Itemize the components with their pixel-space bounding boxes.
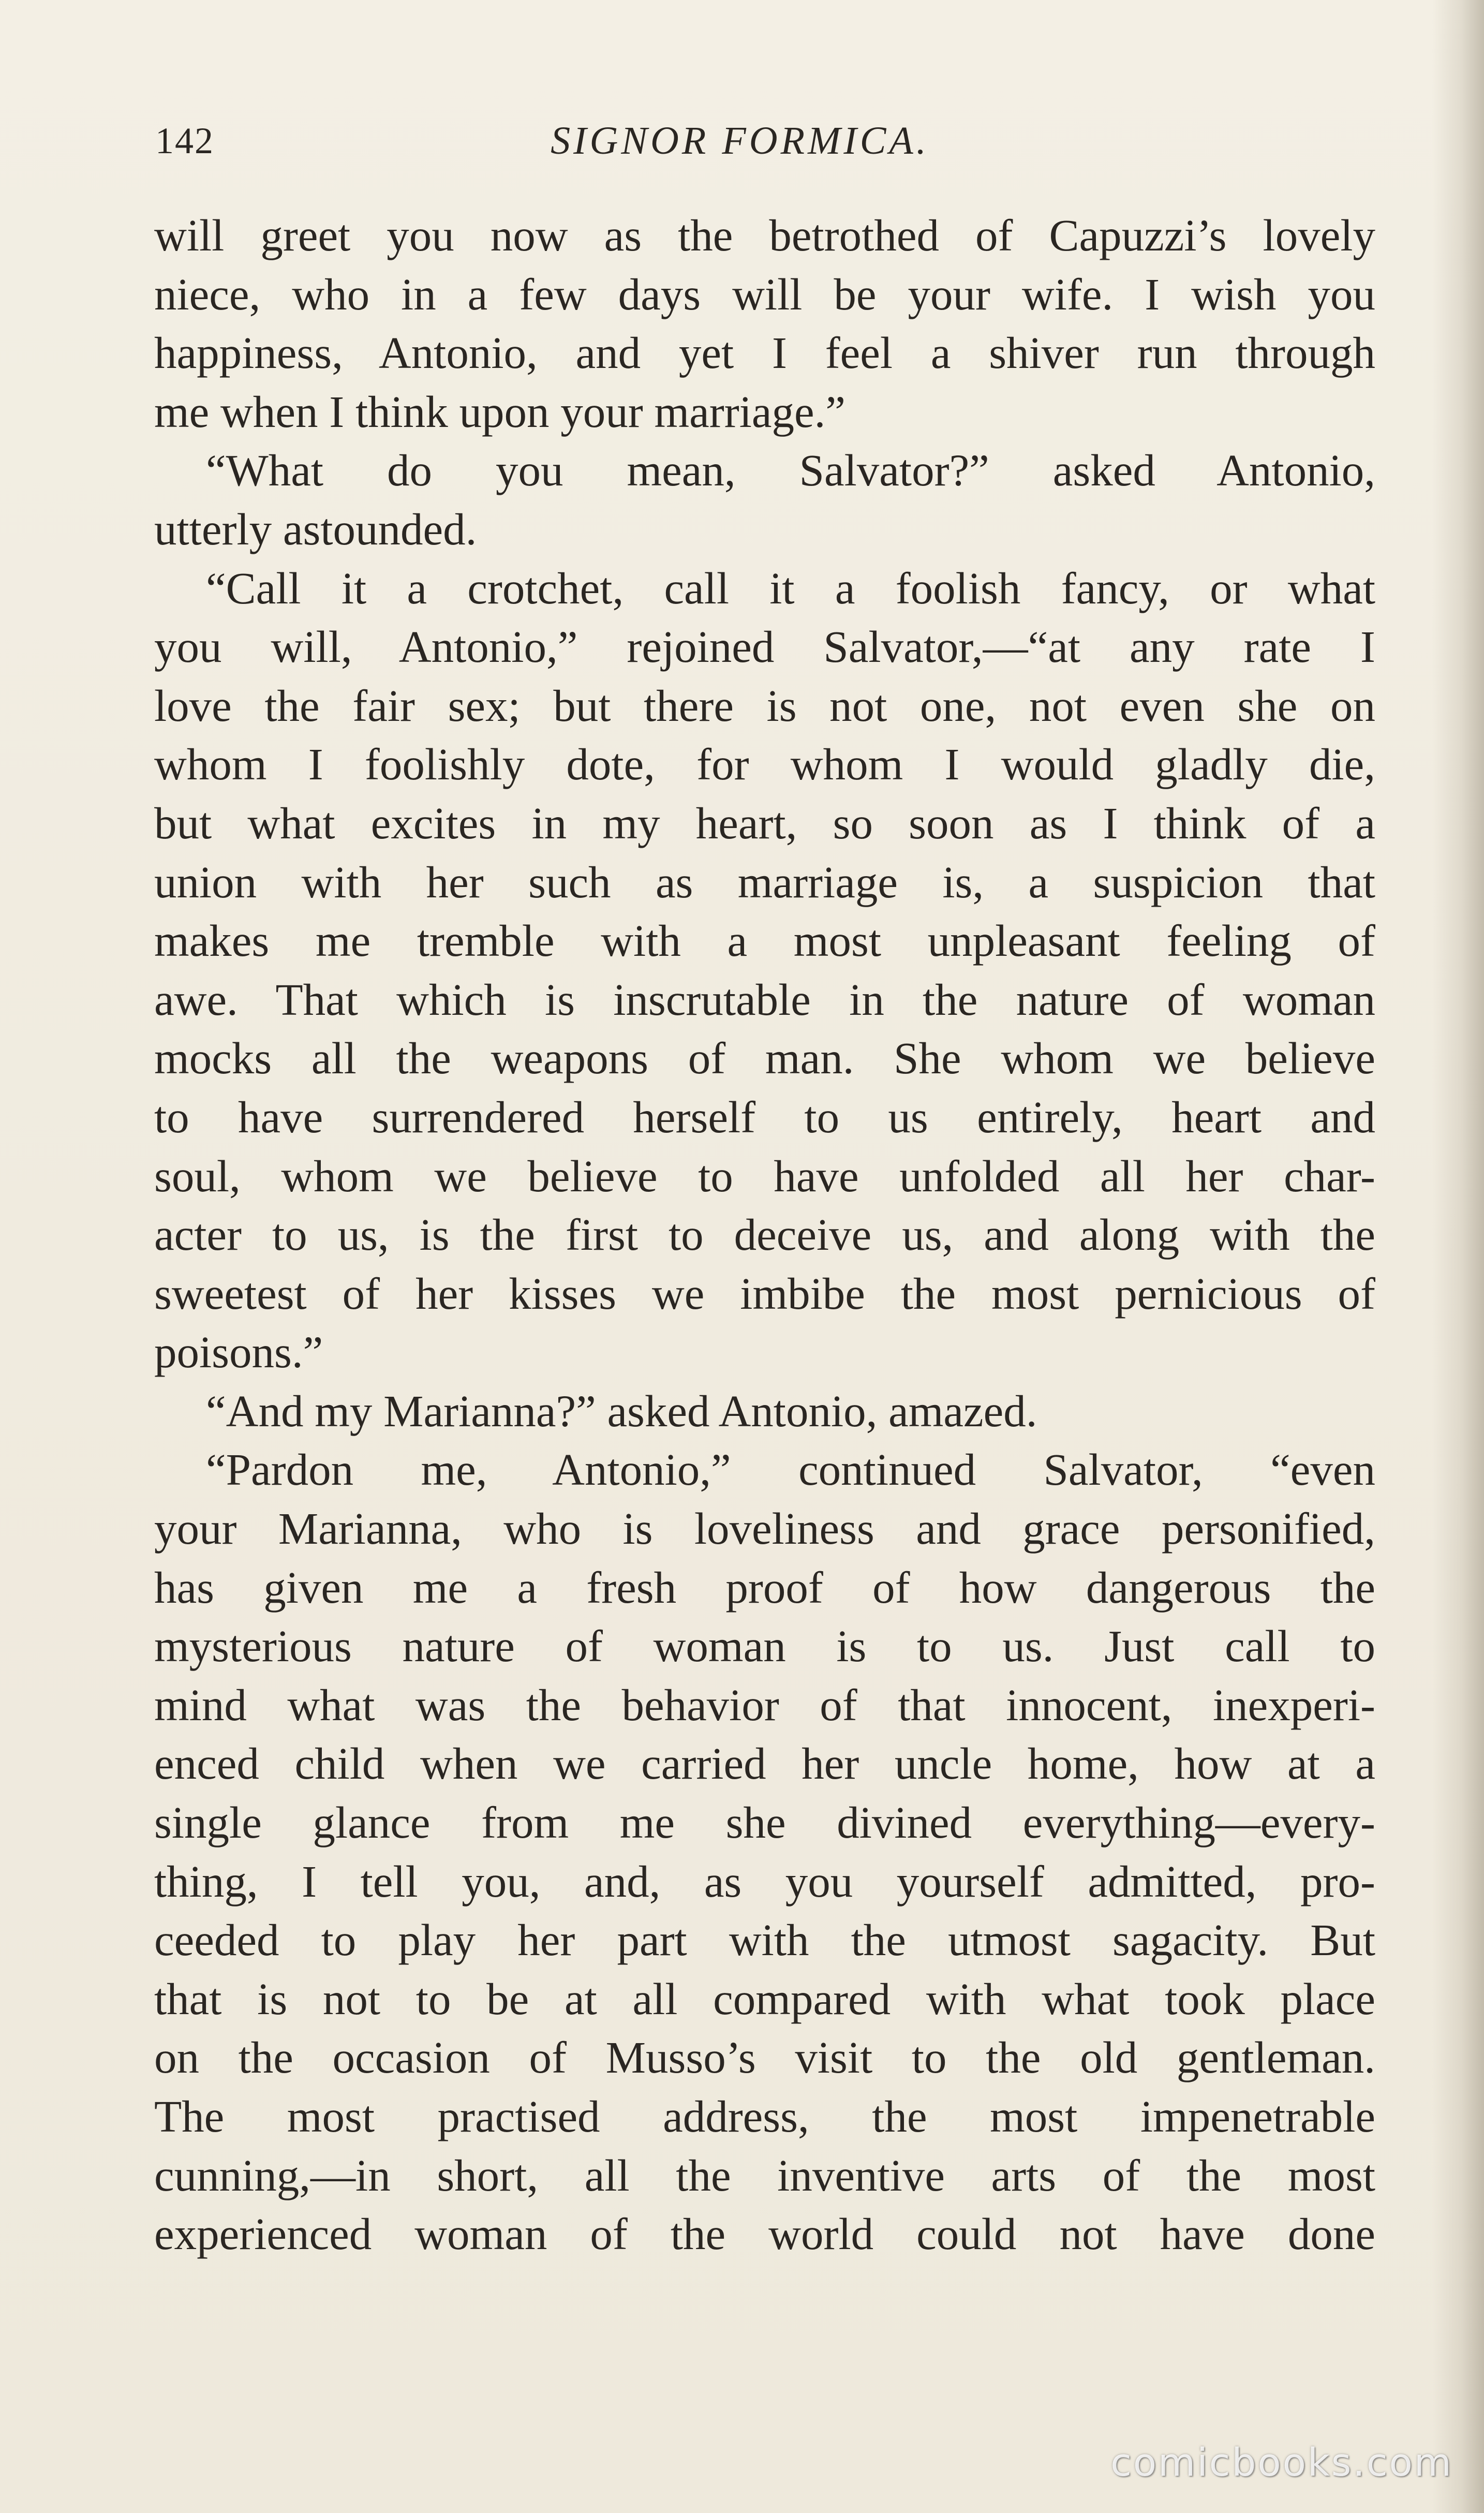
page-number: 142 [155,120,214,161]
text-line: thing, I tell you, and, as you yourself admitted, pro- [154,1856,1375,1906]
text-line: The most practised address, the most impenetrable [154,2091,1375,2141]
text-line: love the fair sex; but there is not one, not even she on [154,680,1375,731]
text-line: will greet you now as the betrothed of Capuzzi’s lovely [154,210,1375,260]
text-line: you will, Antonio,” rejoined Salvator,—“at any rate I [154,622,1375,672]
text-line: whom I foolishly dote, for whom I would gladly die, [154,739,1375,790]
body-text [154,206,1375,2264]
text-line: “Pardon me, Antonio,” continued Salvator, “even [206,1444,1375,1495]
page-header [155,110,1325,172]
watermark: comicbooks.com [1110,2441,1453,2485]
running-head: SIGNOR FORMICA. [551,119,929,162]
text-line: acter to us, is the first to deceive us, and along with the [154,1209,1375,1260]
text-line: that is not to be at all compared with what took place [154,1973,1375,2024]
text-line: experienced woman of the world could not have done [154,2209,1375,2259]
text-line: happiness, Antonio, and yet I feel a shiver run through [154,328,1375,378]
text-line: soul, whom we believe to have unfolded all her char- [154,1150,1375,1201]
text-line: on the occasion of Musso’s visit to the old gentleman. [154,2032,1375,2083]
text-line: but what excites in my heart, so soon as I think of a [154,797,1375,848]
text-line: single glance from me she divined everything—every- [154,1797,1375,1848]
text-line: poisons.” [154,1327,323,1378]
text-line: sweetest of her kisses we imbibe the most pernicious of [154,1268,1375,1319]
text-line: awe. That which is inscrutable in the nature of woman [154,974,1375,1025]
text-line: mind what was the behavior of that innocent, inexperi- [154,1679,1375,1730]
text-line: me when I think upon your marriage.” [154,386,846,437]
text-line: utterly astounded. [154,504,477,554]
text-line: makes me tremble with a most unpleasant feeling of [154,915,1375,966]
text-line: “What do you mean, Salvator?” asked Antonio, [206,445,1375,496]
text-line: “Call it a crotchet, call it a foolish fancy, or what [206,563,1375,613]
text-line: enced child when we carried her uncle home, how at a [154,1738,1375,1789]
text-line: mocks all the weapons of man. She whom we believe [154,1033,1375,1084]
text-line: ceeded to play her part with the utmost sagacity. But [154,1915,1375,1965]
text-line: union with her such as marriage is, a suspicion that [154,856,1375,907]
text-line: cunning,—in short, all the inventive arts of the most [154,2150,1375,2200]
text-line: niece, who in a few days will be your wife. I wish you [154,269,1375,319]
text-line: your Marianna, who is loveliness and grace personified, [154,1503,1375,1554]
text-line: “And my Marianna?” asked Antonio, amazed. [206,1385,1037,1436]
text-line: to have surrendered herself to us entirely, heart and [154,1091,1375,1142]
text-line: has given me a fresh proof of how dangerous the [154,1562,1375,1613]
text-line: mysterious nature of woman is to us. Just call to [154,1621,1375,1672]
